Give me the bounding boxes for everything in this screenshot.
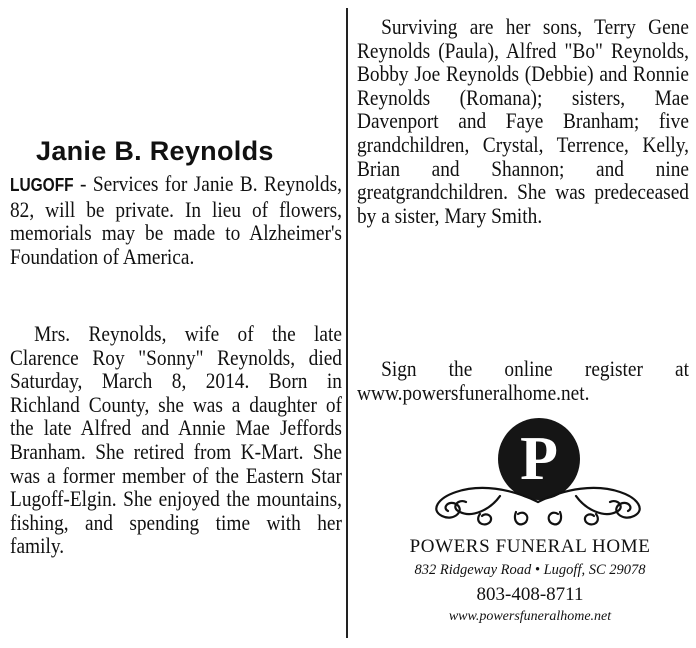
biography-text: Mrs. Reynolds, wife of the late Clarence Roy "Sonny" Reynolds, died Saturday, March 8, 2014. Born in Richland County, she was a daughter of the late Alfred and Annie Mae Jeffords Branham. She retired from K-Mart. She was a former member of the Eastern Star Lugoff-Elgin. She enjoyed the mountains, fishing, and spending time with her family. xyxy=(10,321,342,559)
logo-letter: P xyxy=(520,425,558,493)
flourish-ornament-icon xyxy=(420,418,650,538)
funeral-home-address: 832 Ridgeway Road • Lugoff, SC 29078 xyxy=(414,562,646,578)
paragraph-services xyxy=(10,172,342,268)
column-divider xyxy=(346,8,348,638)
funeral-home-phone: 803-408-8711 xyxy=(476,584,584,605)
funeral-home-logo xyxy=(420,418,650,538)
paragraph-register xyxy=(357,357,689,404)
paragraph-survivors xyxy=(357,15,689,227)
survivors-text: Surviving are her sons, Terry Gene Reynolds (Paula), Alfred "Bo" Reynolds, Bobby Joe Reynolds (Debbie) and Ronnie Reynolds (Romana); sisters, Mae Davenport and Faye Branham; five grandchildren, Crystal, Terrence, Kelly, Brian and Shannon; and nine greatgrandchildren. She was predeceased by a sister, Mary Smith. xyxy=(357,14,689,228)
funeral-home-name: POWERS FUNERAL HOME xyxy=(409,536,651,557)
funeral-home-website: www.powersfuneralhome.net xyxy=(448,609,612,624)
paragraph-biography xyxy=(10,322,342,558)
register-text: Sign the online register at www.powersfuneralhome.net. xyxy=(357,356,689,405)
obituary-title: Janie B. Reynolds xyxy=(36,136,274,166)
services-text: - Services for Janie B. Reynolds, 82, will be private. In lieu of flowers, memorials may be made to Alzheimer's Foundation of America. xyxy=(10,171,342,269)
dateline: LUGOFF xyxy=(10,175,74,195)
